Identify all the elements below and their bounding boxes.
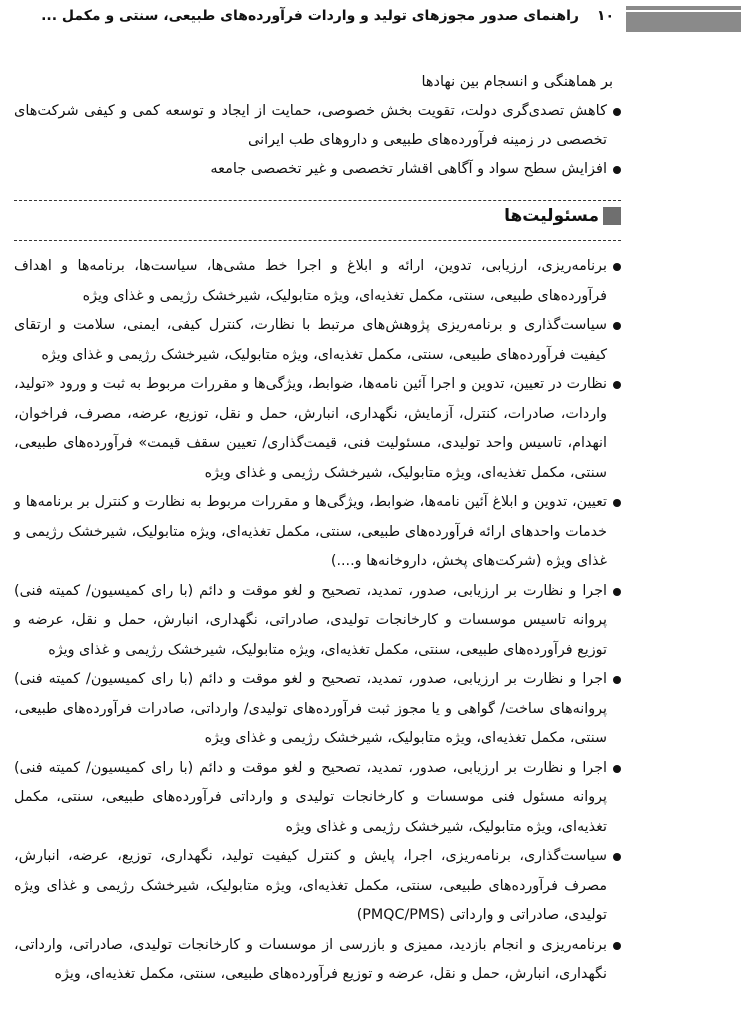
running-title: راهنمای صدور مجوزهای تولید و واردات فرآورده‌های طبیعی، سنتی و مکمل ... — [41, 8, 579, 24]
responsibilities-block — [14, 252, 621, 990]
header-decoration-bar — [626, 6, 741, 32]
list-item-text: برنامه‌ریزی، ارزیابی، تدوین، ارائه و ابلاغ و اجرا خط مشی‌ها، سیاست‌ها، برنامه‌ها و اهداف فرآورده‌های طبیعی، سنتی، مکمل تغذیه‌ای، ویژه متابولیک، شیرخشک رژیمی و غذای ویژه — [14, 258, 607, 304]
heading-square-icon — [603, 207, 621, 225]
list-item — [14, 931, 621, 990]
list-item-text: برنامه‌ریزی و انجام بازدید، ممیزی و بازرسی از موسسات و کارخانجات تولیدی، صادراتی، وارداتی، نگهداری، انبارش، حمل و نقل، عرضه و توزیع فرآورده‌های طبیعی، سنتی، مکمل تغذیه‌ای، ویژه — [14, 936, 607, 982]
section-heading — [504, 206, 621, 226]
list-item-text: اجرا و نظارت بر ارزیابی، صدور، تمدید، تصحیح و لغو موقت و دائم (با رای کمیسیون/ کمیته فنی) پروانه‌های ساخت/ گواهی و یا مجوز ثبت فرآورده‌های تولیدی/ وارداتی، صادرات فرآورده‌های طبیعی، سنتی، مکمل تغذیه‌ای، ویژه متابولیک، شیرخشک رژیمی و غذای ویژه — [14, 671, 607, 746]
bullet-icon — [613, 263, 621, 271]
list-item — [14, 754, 621, 843]
section-divider-bottom — [14, 240, 621, 241]
list-item-text: سیاست‌گذاری، برنامه‌ریزی، اجرا، پایش و کنترل کیفیت تولید، نگهداری، توزیع، عرضه، انبارش، مصرف فرآورده‌های طبیعی، سنتی، مکمل تغذیه‌ای، ویژه متابولیک، شیرخشک رژیمی و غذای ویژه تولیدی، صادراتی و وارداتی (PMQC/PMS) — [14, 848, 607, 923]
list-item — [14, 488, 621, 577]
list-item — [14, 311, 621, 370]
list-item-text: نظارت در تعیین، تدوین و اجرا آئین نامه‌ها، ضوابط، ویژگی‌ها و مقررات مربوط به ثبت و ورود «تولید، واردات، صادرات، کنترل، آزمایش، نگهداری، انبارش، حمل و نقل، توزیع، عرضه، مصرف، فراخوان، انهدام، تاسیس واحد تولیدی، مسئولیت فنی، قیمت‌گذاری/ تعیین سقف قیمت» فرآورده‌های طبیعی، سنتی، مکمل تغذیه‌ای، ویژه متابولیک، شیرخشک رژیمی و غذای ویژه — [14, 376, 607, 481]
list-item — [14, 577, 621, 666]
bullet-icon — [613, 676, 621, 684]
bullet-icon — [613, 853, 621, 861]
list-item-text: سیاست‌گذاری و برنامه‌ریزی پژوهش‌های مرتبط با نظارت، کنترل کیفی، ایمنی، سلامت و ارتقای کیفیت فرآورده‌های طبیعی، سنتی، مکمل تغذیه‌ای، ویژه متابولیک، شیرخشک رژیمی و غذای ویژه — [14, 317, 607, 363]
list-item — [14, 97, 621, 155]
list-item — [14, 155, 621, 184]
bullet-icon — [613, 322, 621, 330]
list-item — [14, 665, 621, 754]
continuation-text: بر هماهنگی و انسجام بین نهادها — [421, 74, 613, 90]
intro-block — [14, 68, 621, 184]
bullet-icon — [613, 166, 621, 174]
list-item — [14, 370, 621, 488]
intro-bullet-list — [14, 97, 621, 184]
list-item-text: اجرا و نظارت بر ارزیابی، صدور، تمدید، تصحیح و لغو موقت و دائم (با رای کمیسیون/ کمیته فنی) پروانه تاسیس موسسات و کارخانجات تولیدی، صادراتی، نگهداری، انبارش، حمل و نقل، عرضه و توزیع فرآورده‌های طبیعی، سنتی، مکمل تغذیه‌ای، ویژه متابولیک، شیرخشک رژیمی و غذای ویژه — [14, 582, 607, 658]
section-divider-top — [14, 200, 621, 201]
page-header — [0, 6, 741, 36]
list-item-text: اجرا و نظارت بر ارزیابی، صدور، تمدید، تصحیح و لغو موقت و دائم (با رای کمیسیون/ کمیته فنی) پروانه مسئول فنی موسسات و کارخانجات تولیدی و وارداتی فرآورده‌های طبیعی، سنتی، مکمل تغذیه‌ای، ویژه متابولیک، شیرخشک رژیمی و غذای ویژه — [14, 759, 607, 835]
list-item-text: افزایش سطح سواد و آگاهی اقشار تخصصی و غیر تخصصی جامعه — [210, 161, 607, 177]
page-number: ۱۰ — [596, 8, 614, 24]
bullet-icon — [613, 588, 621, 596]
section-title: مسئولیت‌ها — [504, 206, 599, 226]
bullet-icon — [613, 499, 621, 507]
list-item — [14, 842, 621, 931]
bullet-icon — [613, 381, 621, 389]
list-item-text: تعیین، تدوین و ابلاغ آئین نامه‌ها، ضوابط، ویژگی‌ها و مقررات مربوط به نظارت و کنترل بر برنامه‌ها و خدمات واحدهای ارائه فرآورده‌های طبیعی، سنتی، مکمل تغذیه‌ای، ویژه متابولیک، شیرخشک رژیمی و غذای ویژه (شرکت‌های پخش، داروخانه‌ها و....) — [14, 494, 607, 569]
responsibilities-list — [14, 252, 621, 990]
list-item — [14, 252, 621, 311]
bullet-icon — [613, 765, 621, 773]
bullet-icon — [613, 108, 621, 116]
list-item-text: کاهش تصدی‌گری دولت، تقویت بخش خصوصی، حمایت از ایجاد و توسعه کمی و کیفی شرکت‌های تخصصی در زمینه فرآورده‌های طبیعی و داروهای طب ایرانی — [14, 103, 607, 148]
bullet-icon — [613, 942, 621, 950]
